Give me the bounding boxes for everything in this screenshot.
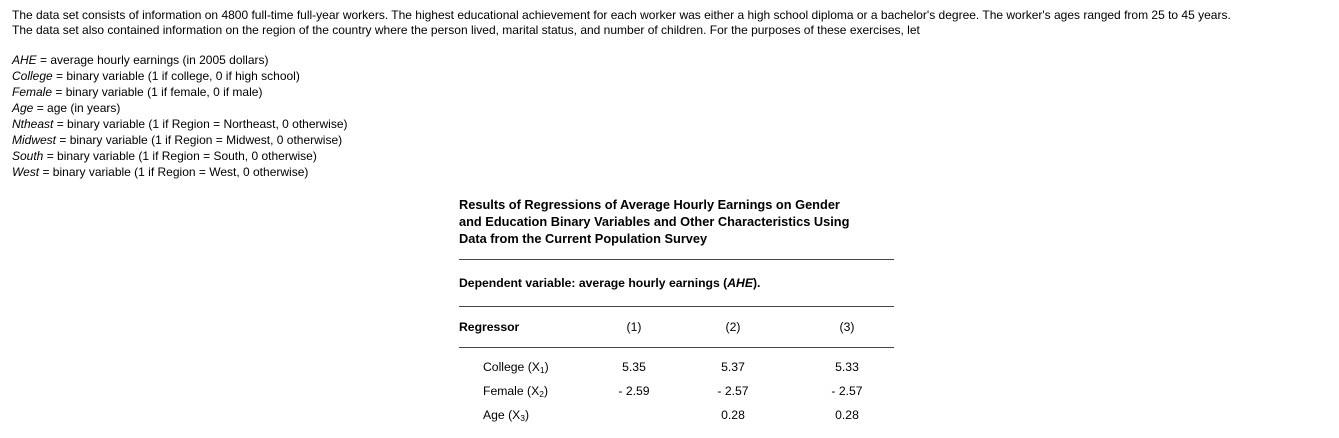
definition-term: South <box>12 149 44 163</box>
table-title-line: and Education Binary Variables and Other Characteristics Using <box>459 214 850 229</box>
header-regressor: Regressor <box>459 320 520 334</box>
intro-line-1: The data set consists of information on 4800 full-time full-year workers. The highest educational achievement for each worker was either a high school diploma or a bachelor's degree. The worker's ages ranged from 25 to 45 years. <box>12 8 1231 22</box>
depvar-suffix: ). <box>752 276 761 290</box>
table-cell: - 2.57 <box>717 384 749 398</box>
definition-term: Ntheast <box>12 117 54 131</box>
definition-term: West <box>12 165 40 179</box>
definition-term: AHE <box>12 53 37 67</box>
row-label-age <box>483 408 529 423</box>
intro-text <box>12 8 1337 38</box>
definition-item <box>12 68 348 84</box>
definition-desc: = binary variable (1 if Region = South, 0 otherwise) <box>43 149 317 163</box>
definition-item <box>12 164 348 180</box>
definition-term: Midwest <box>12 133 57 147</box>
definition-desc: = binary variable (1 if Region = Northeast, 0 otherwise) <box>53 117 348 131</box>
variable-definitions <box>12 52 348 180</box>
table-rule <box>459 259 894 260</box>
table-title <box>459 196 894 247</box>
row-label-sub: 3 <box>520 413 525 423</box>
row-label-close: ) <box>544 360 549 374</box>
definition-term: Age <box>12 101 34 115</box>
table-cell: 5.33 <box>835 360 859 374</box>
definition-desc: = binary variable (1 if Region = Midwest, 0 otherwise) <box>56 133 343 147</box>
definition-desc: = binary variable (1 if female, 0 if male) <box>52 85 263 99</box>
row-label-female <box>483 384 548 399</box>
depvar-term: AHE <box>727 276 753 290</box>
regression-table <box>459 196 894 423</box>
definition-item <box>12 100 348 116</box>
definition-desc: = age (in years) <box>33 101 121 115</box>
definition-term: College <box>12 69 53 83</box>
definition-term: Female <box>12 85 53 99</box>
row-label-sub: 2 <box>539 389 544 399</box>
definition-desc: = binary variable (1 if college, 0 if high school) <box>52 69 300 83</box>
table-title-line: Data from the Current Population Survey <box>459 231 708 246</box>
table-cell: 5.37 <box>721 360 745 374</box>
definition-desc: = average hourly earnings (in 2005 dollars) <box>36 53 269 67</box>
table-cell: 0.28 <box>835 408 859 422</box>
row-label-close: ) <box>543 384 549 398</box>
row-label-close: ) <box>525 408 530 422</box>
table-cell: 5.35 <box>622 360 646 374</box>
definition-item <box>12 116 348 132</box>
definition-item <box>12 84 348 100</box>
row-label-college <box>483 360 549 375</box>
row-label-text: Female (X <box>483 384 540 398</box>
row-label-text: College (X <box>483 360 540 374</box>
header-col-2: (2) <box>725 320 741 334</box>
depvar-prefix: Dependent variable: average hourly earnings ( <box>459 276 728 290</box>
header-col-3: (3) <box>839 320 855 334</box>
row-label-sub: 1 <box>539 365 545 375</box>
dependent-variable-note <box>459 276 760 290</box>
row-label-text: Age (X <box>483 408 521 422</box>
intro-line-2: The data set also contained information on the region of the country where the person lived, marital status, and number of children. For the purposes of these exercises, let <box>12 23 920 37</box>
table-rule <box>459 347 894 348</box>
table-rule <box>459 306 894 307</box>
header-col-1: (1) <box>626 320 642 334</box>
definition-item <box>12 148 348 164</box>
definition-desc: = binary variable (1 if Region = West, 0 otherwise) <box>39 165 309 179</box>
table-cell: - 2.57 <box>831 384 863 398</box>
definition-item <box>12 52 348 68</box>
table-title-line: Results of Regressions of Average Hourly Earnings on Gender <box>459 197 840 212</box>
definition-item <box>12 132 348 148</box>
table-cell: - 2.59 <box>618 384 650 398</box>
table-cell: 0.28 <box>721 408 745 422</box>
